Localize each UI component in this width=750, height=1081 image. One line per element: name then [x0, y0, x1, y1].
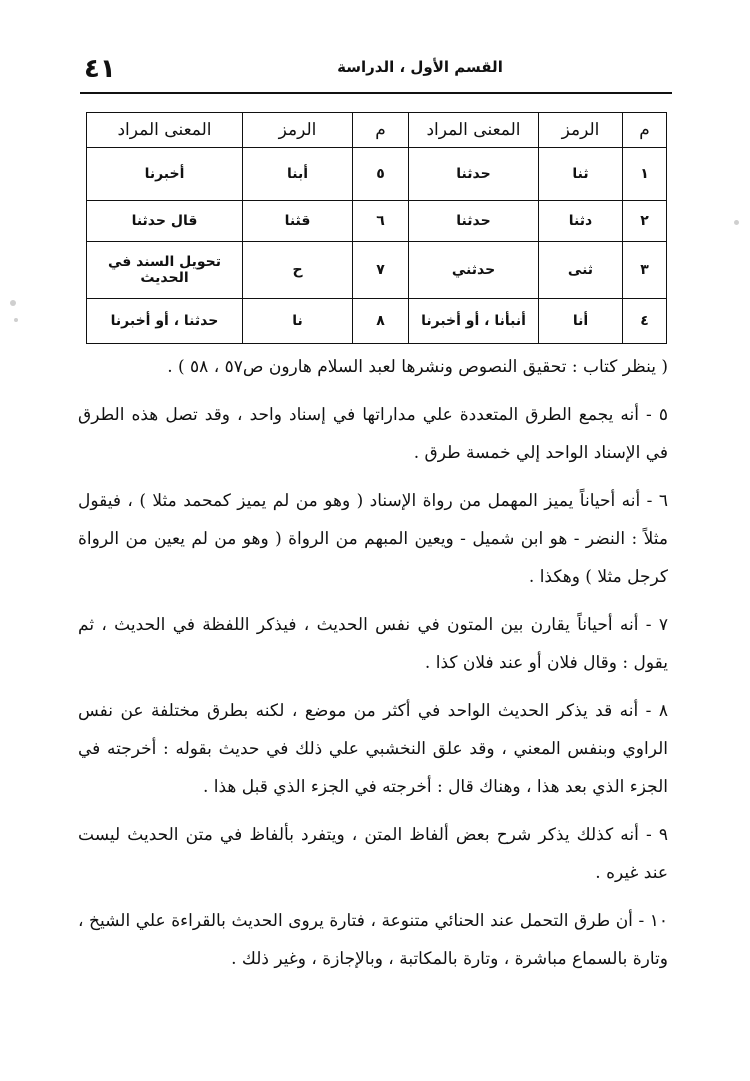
- table-cell: ٣: [623, 242, 667, 299]
- table-cell: ثنى: [539, 242, 623, 299]
- table-cell: حدثني: [409, 242, 539, 299]
- body-text: [78, 348, 668, 988]
- table-header-cell: م: [353, 113, 409, 148]
- table-cell: أنبأنا ، أو أخبرنا: [409, 299, 539, 344]
- table-header-cell: الرمز: [539, 113, 623, 148]
- table-header-cell: الرمز: [243, 113, 353, 148]
- paragraph: ٩ - أنه كذلك يذكر شرح بعض ألفاظ المتن ، ويتفرد بألفاظ في متن الحديث ليست عند غيره .: [78, 825, 668, 883]
- table-cell: ٢: [623, 201, 667, 242]
- table-cell: ٧: [353, 242, 409, 299]
- table-header-cell: المعنى المراد: [87, 113, 243, 148]
- scan-speck: [10, 300, 16, 306]
- scan-speck: [14, 318, 18, 322]
- table-row: [87, 148, 667, 201]
- table-cell: حدثنا: [409, 148, 539, 201]
- table-cell: ح: [243, 242, 353, 299]
- table-header-row: [87, 113, 667, 148]
- table-cell: حدثنا: [409, 201, 539, 242]
- table-cell: حدثنا ، أو أخبرنا: [87, 299, 243, 344]
- table-cell: أخبرنا: [87, 148, 243, 201]
- table-row: [87, 242, 667, 299]
- table-header-cell: م: [623, 113, 667, 148]
- table-cell: ٥: [353, 148, 409, 201]
- paragraph: ١٠ - أن طرق التحمل عند الحنائي متنوعة ، فتارة يروى الحديث بالقراءة علي الشيخ ، وتارة بالسماع مباشرة ، وتارة بالمكاتبة ، وبالإجازة ، وغير ذلك .: [78, 911, 668, 969]
- table-cell: نا: [243, 299, 353, 344]
- table-header-cell: المعنى المراد: [409, 113, 539, 148]
- header-divider: [80, 92, 672, 94]
- table-cell: دثنا: [539, 201, 623, 242]
- paragraph: ٦ - أنه أحياناً يميز المهمل من رواة الإسناد ( وهو من لم يميز كمحمد مثلا ) ، فيقول مثلاً : النضر - هو ابن شميل - ويعين المبهم من الرواة ( وهو من لم يعين من الرواة كرجل مثلا ) وهكذا .: [78, 491, 668, 587]
- page-number: ٤١: [84, 54, 116, 84]
- table-cell: قثنا: [243, 201, 353, 242]
- table-cell: ٦: [353, 201, 409, 242]
- table-row: [87, 299, 667, 344]
- paragraph: ٧ - أنه أحياناً يقارن بين المتون في نفس الحديث ، فيذكر اللفظة في الحديث ، ثم يقول : وقال فلان أو عند فلان كذا .: [78, 615, 668, 673]
- symbols-table: [86, 112, 667, 344]
- table-cell: ٨: [353, 299, 409, 344]
- table-row: [87, 201, 667, 242]
- paragraph: ٨ - أنه قد يذكر الحديث الواحد في أكثر من موضع ، لكنه بطرق مختلفة عن نفس الراوي وبنفس المعني ، وقد علق النخشبي علي ذلك في حديث بقوله : أخرجته في الجزء الذي بعد هذا ، وهناك قال : أخرجته في الجزء الذي قبل هذا .: [78, 701, 668, 797]
- section-title: القسم الأول ، الدراسة: [337, 58, 503, 76]
- table-cell: تحويل السند في الحديث: [87, 242, 243, 299]
- table-cell: أنا: [539, 299, 623, 344]
- table-cell: ٤: [623, 299, 667, 344]
- running-header: [80, 52, 670, 86]
- table-cell: قال حدثنا: [87, 201, 243, 242]
- scan-speck: [734, 220, 739, 225]
- paragraph: ٥ - أنه يجمع الطرق المتعددة علي مداراتها في إسناد واحد ، وقد تصل هذه الطرق في الإسناد الواحد إلي خمسة طرق .: [78, 405, 668, 463]
- table-cell: ١: [623, 148, 667, 201]
- reference-note: ( ينظر كتاب : تحقيق النصوص ونشرها لعبد السلام هارون ص٥٧ ، ٥٨ ) .: [167, 357, 668, 377]
- table-cell: أبنا: [243, 148, 353, 201]
- table-cell: ثنا: [539, 148, 623, 201]
